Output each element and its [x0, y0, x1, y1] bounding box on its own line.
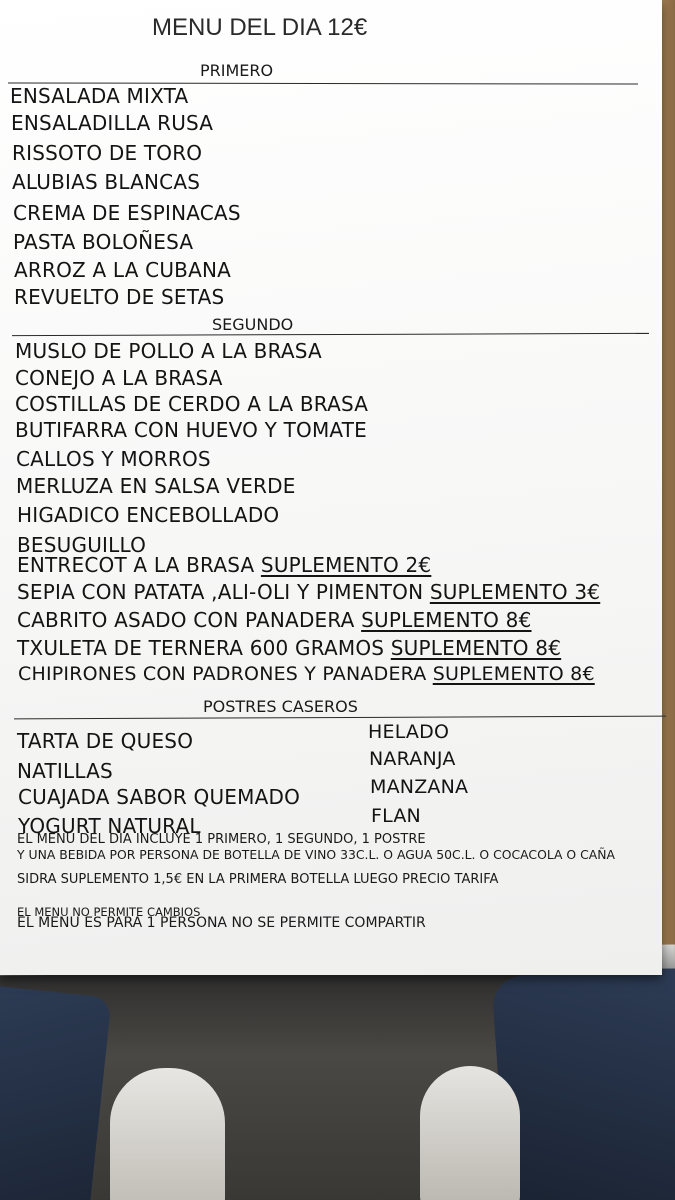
- menu-item: HIGADICO ENCEBOLLADO: [17, 503, 280, 527]
- menu-title: MENU DEL DIA 12€: [152, 14, 368, 41]
- menu-item: MERLUZA EN SALSA VERDE: [16, 474, 296, 498]
- menu-item-supplement: [17, 580, 600, 604]
- menu-item-supplement: [17, 608, 532, 632]
- dish-name: CABRITO ASADO CON PANADERA: [17, 608, 355, 632]
- supplement-price: SUPLEMENTO 8€: [432, 663, 595, 685]
- menu-note: EL MENU NO PERMITE CAMBIOS: [17, 905, 201, 919]
- shoe-left: [110, 1068, 225, 1200]
- menu-item: ARROZ A LA CUBANA: [14, 258, 232, 282]
- dessert-item: TARTA DE QUESO: [17, 729, 194, 753]
- shoe-right: [420, 1066, 520, 1200]
- dish-name: ENTRECOT A LA BRASA: [17, 553, 255, 577]
- menu-item: ENSALADILLA RUSA: [11, 111, 214, 135]
- dessert-item: NARANJA: [369, 748, 456, 770]
- menu-note: EL MENU DEL DIA INCLUYE 1 PRIMERO, 1 SEGUNDO, 1 POSTRE: [17, 832, 426, 847]
- section-heading-segundo: SEGUNDO: [212, 315, 294, 334]
- menu-note: SIDRA SUPLEMENTO 1,5€ EN LA PRIMERA BOTELLA LUEGO PRECIO TARIFA: [17, 872, 499, 887]
- supplement-price: SUPLEMENTO 3€: [429, 580, 601, 604]
- menu-item: CALLOS Y MORROS: [16, 447, 211, 471]
- supplement-price: SUPLEMENTO 8€: [390, 636, 562, 660]
- menu-note: EL MENU ES PARA 1 PERSONA NO SE PERMITE COMPARTIR: [17, 915, 426, 931]
- menu-item: BUTIFARRA CON HUEVO Y TOMATE: [15, 418, 367, 442]
- menu-item: CONEJO A LA BRASA: [15, 366, 223, 390]
- menu-item-supplement: [17, 636, 561, 660]
- dish-name: CHIPIRONES CON PADRONES Y PANADERA: [18, 663, 427, 685]
- supplement-price: SUPLEMENTO 2€: [260, 553, 432, 577]
- menu-item: BESUGUILLO: [17, 533, 147, 557]
- supplement-price: SUPLEMENTO 8€: [361, 608, 532, 632]
- section-heading-primero: PRIMERO: [200, 61, 274, 80]
- menu-item-supplement: [17, 553, 431, 577]
- menu-item: COSTILLAS DE CERDO A LA BRASA: [15, 392, 369, 416]
- dessert-item: CUAJADA SABOR QUEMADO: [18, 785, 301, 809]
- dessert-item: YOGURT NATURAL: [18, 814, 201, 838]
- menu-item: ALUBIAS BLANCAS: [12, 170, 201, 194]
- menu-item: RISSOTO DE TORO: [12, 141, 203, 165]
- menu-item: REVUELTO DE SETAS: [14, 285, 225, 309]
- section-heading-postres: POSTRES CASEROS: [203, 697, 358, 716]
- menu-item: MUSLO DE POLLO A LA BRASA: [15, 339, 322, 363]
- section-divider: [12, 333, 649, 336]
- dish-name: TXULETA DE TERNERA 600 GRAMOS: [17, 636, 385, 660]
- menu-note: Y UNA BEBIDA POR PERSONA DE BOTELLA DE VINO 33C.L. O AGUA 50C.L. O COCACOLA O CAÑA: [17, 847, 615, 862]
- dessert-item: NATILLAS: [17, 759, 113, 783]
- dish-name: SEPIA CON PATATA ,ALI-OLI Y PIMENTON: [17, 580, 424, 604]
- dessert-item: HELADO: [368, 721, 450, 743]
- dessert-item: MANZANA: [370, 776, 469, 798]
- menu-item: PASTA BOLOÑESA: [13, 230, 194, 254]
- section-divider: [14, 716, 666, 720]
- menu-item: CREMA DE ESPINACAS: [13, 201, 241, 225]
- dessert-item: FLAN: [371, 805, 421, 827]
- menu-item-supplement: [18, 663, 595, 685]
- menu-item: ENSALADA MIXTA: [10, 84, 189, 108]
